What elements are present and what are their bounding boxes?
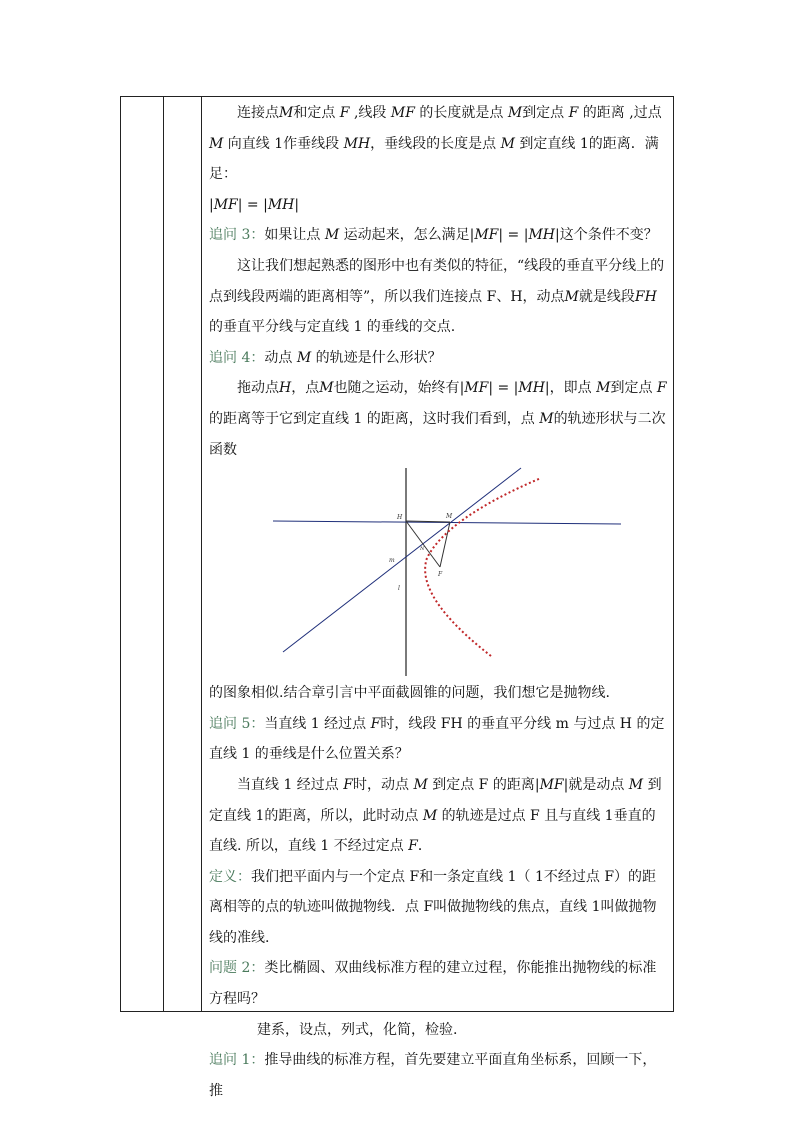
- parabola-curve: [425, 478, 541, 656]
- label-h: H: [397, 514, 403, 522]
- lesson-content: [209, 98, 669, 1106]
- steps-line: 建系，设点，列式，化简，检验.: [257, 1021, 458, 1038]
- label-question-2: 问题 2：: [209, 960, 265, 977]
- parabola-diagram: [209, 466, 669, 676]
- label-followup-4: 追问 4：: [209, 349, 265, 366]
- label-followup-1: 追问 1：: [209, 1052, 265, 1069]
- paragraph-perpendicular-bisector: 这让我们想起熟悉的图形中也有类似的特征，“线段的垂直平分线上的点到线段两端的距离相等”，所以我们连接点 F、H，动点M就是线段FH的垂直平分线与定直线 1 的垂线的交点.: [209, 257, 665, 336]
- paragraph-drag-h: 拖动点H，点M也随之运动，始终有|MF| = |MH|，即点 M到定点 F的距离等于它到定直线 1 的距离，这时我们看到，点 M的轨迹形状与二次函数: [209, 380, 667, 458]
- label-m-line: m: [389, 557, 395, 565]
- bisector-line-m: [283, 468, 521, 652]
- label-n: N: [420, 546, 425, 553]
- label-f: F: [438, 571, 443, 579]
- label-l: l: [398, 585, 400, 593]
- paragraph-resembles-parabola: 的图象相似.结合章引言中平面截圆锥的问题，我们想它是抛物线.: [209, 685, 610, 702]
- label-m: M: [446, 513, 453, 521]
- table-column-divider-2: [201, 97, 202, 1011]
- parabola-figure: [209, 466, 669, 676]
- label-followup-5: 追问 5：: [209, 715, 265, 732]
- question-2: 问题 2：类比椭圆、双曲线标准方程的建立过程，你能推出抛物线的标准方程吗？: [209, 960, 657, 1008]
- question-followup-5: 追问 5：当直线 1 经过点 F时，线段 FH 的垂直平分线 m 与过点 H 的定直线 1 的垂线是什么位置关系？: [209, 715, 665, 763]
- table-column-divider-1: [163, 97, 164, 1011]
- definition-parabola: 定义：我们把平面内与一个定点 F和一条定直线 1（ 1不经过点 F）的距离相等的点的轨迹叫做抛物线．点 F叫做抛物线的焦点，直线 1叫做抛物线的准线.: [209, 868, 657, 946]
- paragraph-line-through-f: 当直线 1 经过点 F时，动点 M 到定点 F 的距离|MF|就是动点 M 到定直线 1的距离，所以，此时动点 M 的轨迹是过点 F 且与直线 1垂直的直线. 所以，直线 1 不经过定点 F．: [209, 776, 662, 855]
- question-followup-3: 追问 3：如果让点 M 运动起来，怎么满足|MF| = |MH|这个条件不变？: [209, 227, 658, 244]
- label-followup-3: 追问 3：: [209, 227, 265, 244]
- paragraph-connect-mf: 连接点M和定点 F ,线段 MF 的长度就是点 M到定点 F 的距离 ,过点 M 向直线 1作垂线段 MH，垂线段的长度是点 M 到定直线 1的距离．满足：: [209, 105, 662, 183]
- segment-mf: [440, 522, 450, 567]
- question-followup-1: 追问 1：推导曲线的标准方程，首先要建立平面直角坐标系，回顾一下，推: [209, 1052, 657, 1099]
- question-followup-4: 追问 4：动点 M 的轨迹是什么形状？: [209, 349, 442, 366]
- segment-hf: [406, 521, 440, 567]
- equation-mf-mh: |MF| = |MH|: [209, 196, 300, 213]
- label-definition: 定义：: [209, 868, 251, 885]
